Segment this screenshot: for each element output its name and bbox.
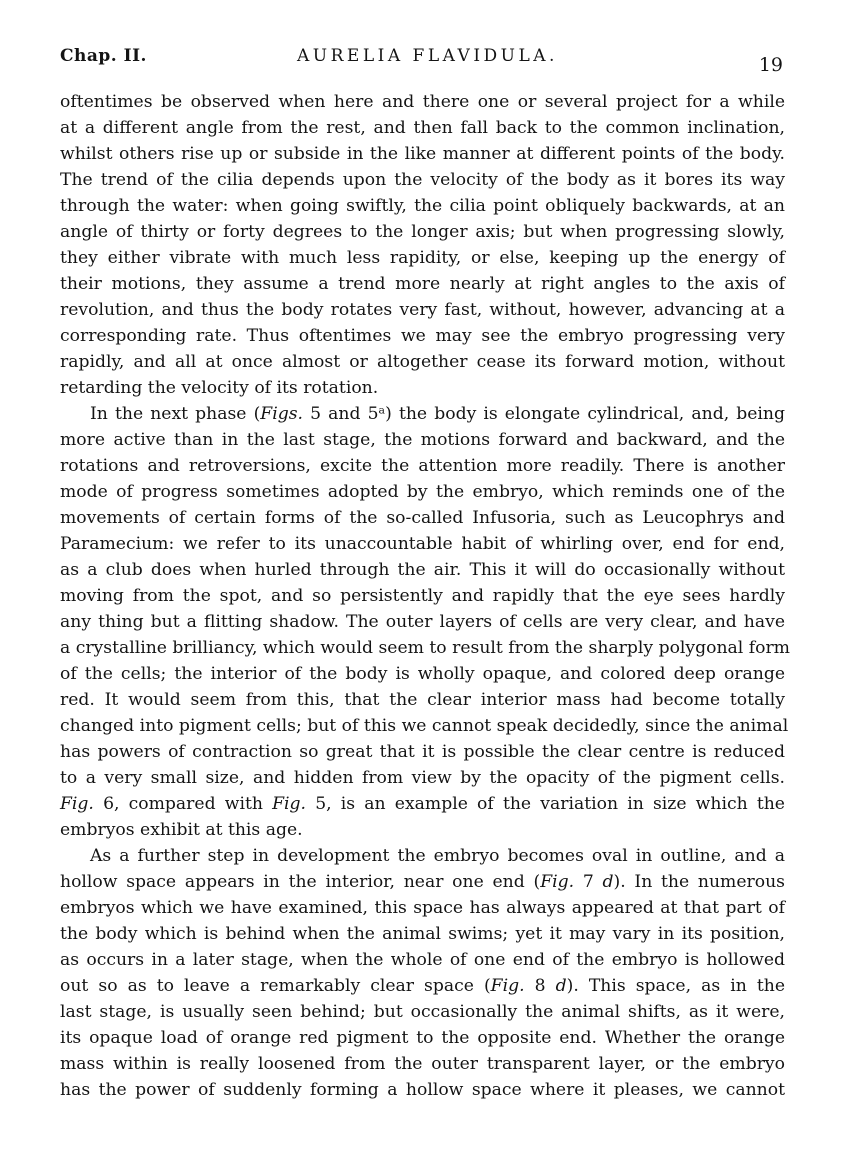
page-number: 19	[758, 54, 783, 76]
text-line: embryos which we have examined, this space has always appeared at that part of	[60, 898, 785, 918]
text-line: as occurs in a later stage, when the whole of one end of the embryo is hollowed	[60, 950, 785, 970]
text-line	[60, 973, 785, 999]
text-line: they either vibrate with much less rapidity, or else, keeping up the energy of	[60, 248, 785, 268]
running-title: AURELIA FLAVIDULA.	[297, 46, 558, 66]
text-line: of the cells; the interior of the body is wholly opaque, and colored deep orange	[60, 664, 785, 684]
text-line: As a further step in development the embryo becomes oval in outline, and a	[90, 846, 785, 866]
text-segment: 7	[574, 872, 603, 892]
italic-segment: Fig.	[490, 976, 525, 996]
text-line: has the power of suddenly forming a hollow space where it pleases, we cannot	[60, 1080, 785, 1100]
text-segment: 6, compared with	[93, 794, 273, 814]
text-line: Paramecium: we refer to its unaccountable habit of whirling over, end for end,	[60, 534, 785, 554]
italic-segment: Fig.	[272, 794, 307, 814]
body-text	[60, 89, 790, 1103]
text-line: changed into pigment cells; but of this we cannot speak decidedly, since the animal	[60, 716, 789, 736]
text-line: mass within is really loosened from the outer transparent layer, or the embryo	[60, 1054, 785, 1074]
running-header	[60, 44, 785, 80]
text-line	[60, 401, 785, 427]
text-segment: 8	[524, 976, 556, 996]
italic-segment: Figs.	[260, 404, 304, 424]
text-line: red. It would seem from this, that the clear interior mass had become totally	[60, 690, 785, 710]
text-line	[60, 869, 785, 895]
text-line: its opaque load of orange red pigment to the opposite end. Whether the orange	[60, 1028, 785, 1048]
text-line: last stage, is usually seen behind; but occasionally the animal shifts, as it were,	[60, 1002, 785, 1022]
text-line: to a very small size, and hidden from view by the opacity of the pigment cells.	[60, 768, 785, 788]
italic-segment: Fig.	[60, 794, 94, 814]
text-line: corresponding rate. Thus oftentimes we may see the embryo progressing very	[60, 326, 785, 346]
text-line	[60, 791, 785, 817]
text-segment: hollow space appears in the interior, near one end (	[60, 872, 541, 892]
text-line: retarding the velocity of its rotation.	[60, 378, 379, 398]
text-segment: 5 and 5ᵃ) the body is elongate cylindrical, and, being	[303, 404, 786, 424]
text-line: any thing but a flitting shadow. The outer layers of cells are very clear, and have	[60, 612, 785, 632]
text-line: through the water: when going swiftly, the cilia point obliquely backwards, at an	[60, 196, 785, 216]
text-segment: ). This space, as in the	[566, 976, 785, 996]
text-line: angle of thirty or forty degrees to the longer axis; but when progressing slowly,	[60, 222, 785, 242]
text-line: The trend of the cilia depends upon the velocity of the body as it bores its way	[60, 170, 785, 190]
text-segment: out so as to leave a remarkably clear space (	[60, 976, 491, 996]
text-line: mode of progress sometimes adopted by the embryo, which reminds one of the	[60, 482, 785, 502]
text-line: movements of certain forms of the so-called Infusoria, such as Leucophrys and	[60, 508, 785, 528]
text-line: whilst others rise up or subside in the like manner at different points of the body.	[60, 144, 785, 164]
text-line: oftentimes be observed when here and there one or several project for a while	[60, 92, 785, 112]
italic-segment: d	[555, 976, 567, 996]
chapter-label: Chap. II.	[60, 46, 147, 66]
text-segment: 5, is an example of the variation in size which the	[306, 794, 785, 814]
text-line: more active than in the last stage, the motions forward and backward, and the	[60, 430, 785, 450]
text-line: a crystalline brilliancy, which would seem to result from the sharply polygonal form	[60, 638, 790, 658]
text-line: moving from the spot, and so persistently and rapidly that the eye sees hardly	[60, 586, 785, 606]
text-line: has powers of contraction so great that it is possible the clear centre is reduced	[60, 742, 785, 762]
text-line: rotations and retroversions, excite the attention more readily. There is another	[60, 456, 785, 476]
text-line: their motions, they assume a trend more nearly at right angles to the axis of	[60, 274, 785, 294]
text-line: embryos exhibit at this age.	[60, 820, 303, 840]
text-segment: In the next phase (	[90, 404, 261, 424]
text-line: the body which is behind when the animal swims; yet it may vary in its position,	[60, 924, 785, 944]
text-segment: ). In the numerous	[613, 872, 785, 892]
text-line: at a different angle from the rest, and then fall back to the common inclination,	[60, 118, 785, 138]
text-line: rapidly, and all at once almost or altogether cease its forward motion, without	[60, 352, 785, 372]
italic-segment: Fig.	[540, 872, 575, 892]
italic-segment: d	[602, 872, 614, 892]
text-line: as a club does when hurled through the air. This it will do occasionally without	[60, 560, 785, 580]
text-line: revolution, and thus the body rotates very fast, without, however, advancing at a	[60, 300, 785, 320]
